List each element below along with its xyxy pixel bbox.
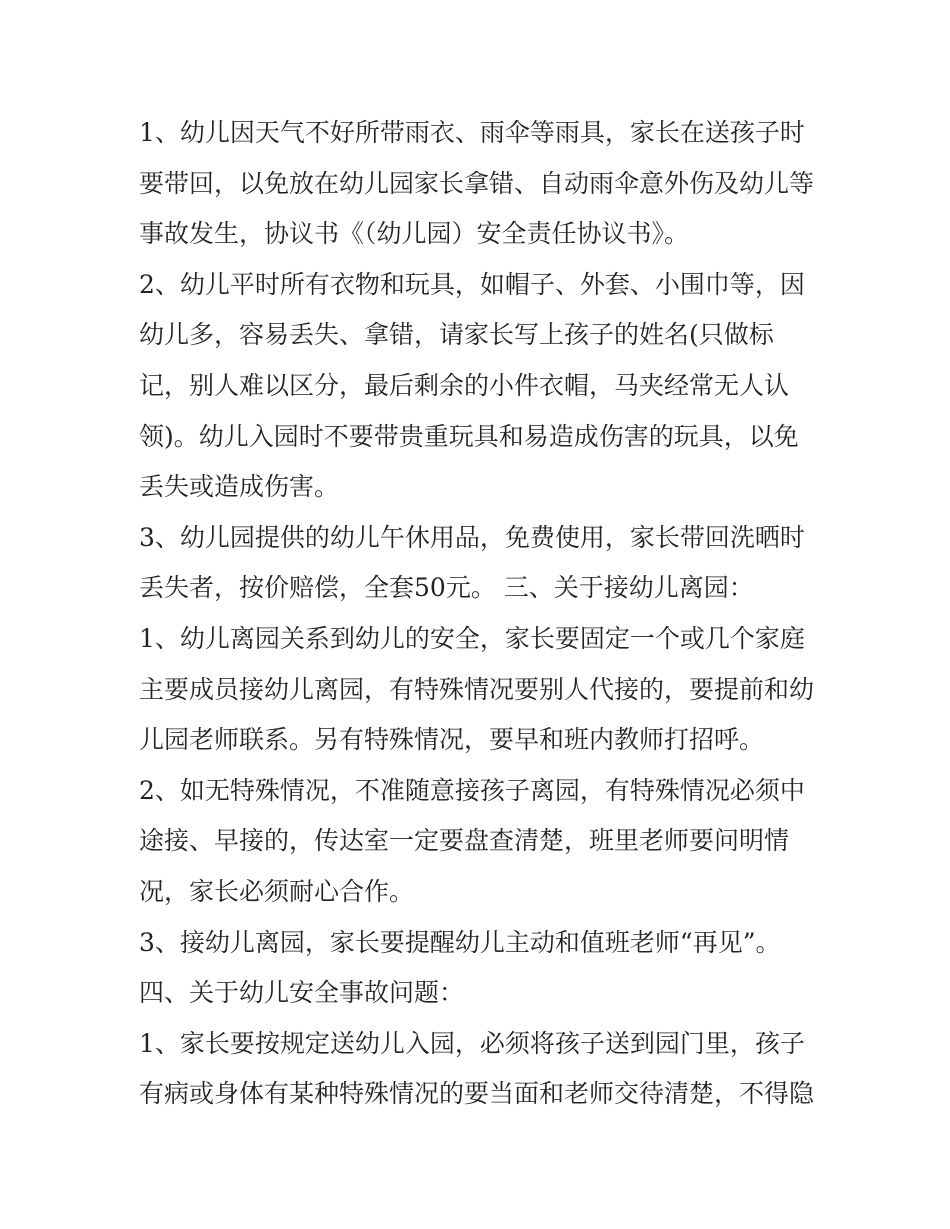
- text-line: 幼儿多，容易丢失、拿错，请家长写上孩子的姓名(只做标: [139, 320, 774, 350]
- text-line: 儿园老师联系。另有特殊情况，要早和班内教师打招呼。: [139, 725, 765, 755]
- text-line: 事故发生，协议书《（幼儿园）安全责任协议书》。: [139, 219, 690, 249]
- text-line: 要带回，以免放在幼儿园家长拿错、自动雨伞意外伤及幼儿等: [139, 168, 815, 198]
- text-line: 丢失或造成伤害。: [139, 472, 340, 502]
- text-line: 2、如无特殊情况，不准随意接孩子离园，有特殊情况必须中: [139, 775, 805, 805]
- text-line: 1、幼儿因天气不好所带雨衣、雨伞等雨具，家长在送孩子时: [139, 118, 805, 147]
- text-line: 况，家长必须耐心合作。: [139, 876, 415, 906]
- text-line: 3、幼儿园提供的幼儿午休用品，免费使用，家长带回洗晒时: [139, 522, 805, 552]
- text-line: 有病或身体有某种特殊情况的要当面和老师交待清楚，不得隐: [139, 1079, 815, 1109]
- text-line: 领)。幼儿入园时不要带贵重玩具和易造成伤害的玩具，以免: [139, 421, 799, 451]
- text-line: 3、接幼儿离园，家长要提醒幼儿主动和值班老师“再见”。: [139, 927, 781, 957]
- text-line: 1、幼儿离园关系到幼儿的安全，家长要固定一个或几个家庭: [139, 623, 805, 653]
- document-body: [139, 108, 819, 1120]
- text-line: 主要成员接幼儿离园，有特殊情况要别人代接的，要提前和幼: [139, 674, 815, 704]
- text-line: 记，别人难以区分，最后剩余的小件衣帽，马夹经常无人认: [139, 370, 790, 400]
- text-line: 1、家长要按规定送幼儿入园，必须将孩子送到园门里，孩子: [139, 1028, 805, 1058]
- section-heading: 四、关于幼儿安全事故问题：: [139, 978, 465, 1008]
- text-line: 2、幼儿平时所有衣物和玩具，如帽子、外套、小围巾等，因: [139, 269, 805, 299]
- text-line: 丢失者，按价赔偿，全套50元。 三、关于接幼儿离园：: [139, 573, 754, 603]
- text-line: 途接、早接的，传达室一定要盘查清楚，班里老师要问明情: [139, 826, 790, 856]
